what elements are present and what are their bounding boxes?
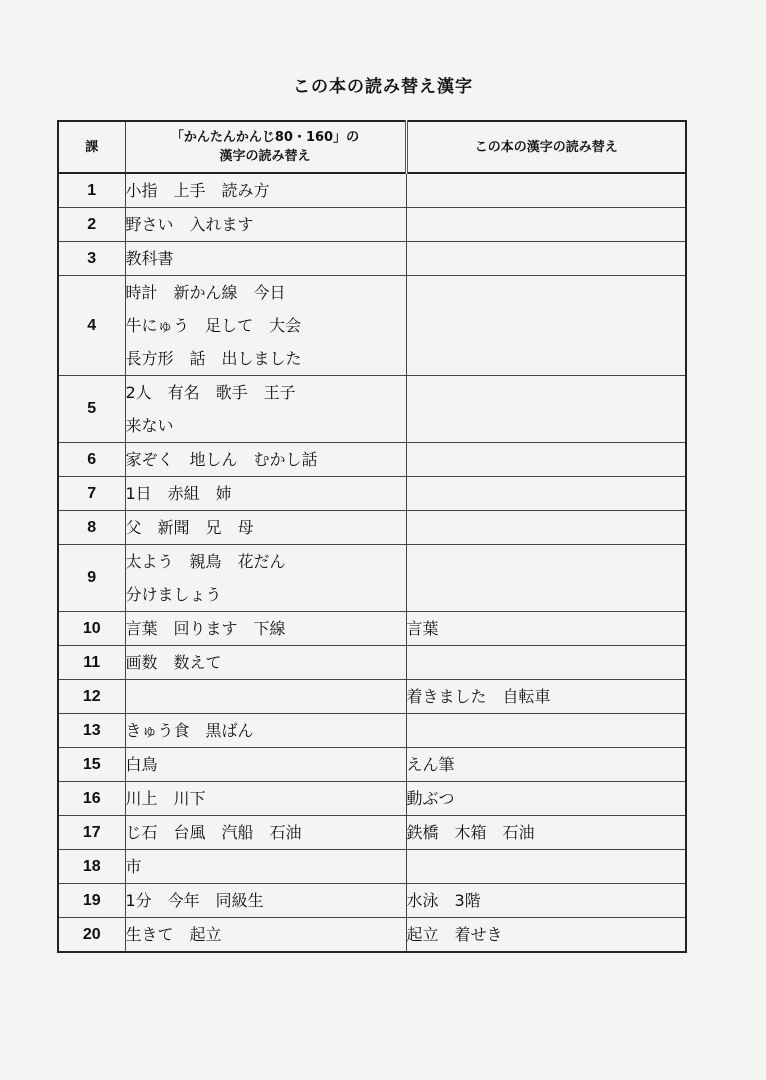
table-row <box>58 884 686 918</box>
table-row <box>58 477 686 511</box>
reading-cell-b <box>406 511 686 545</box>
reading-cell-a <box>125 918 406 953</box>
lesson-number: 12 <box>58 680 125 714</box>
lesson-number: 6 <box>58 443 125 477</box>
reading-line: きゅう食 黒ばん <box>125 721 254 740</box>
lesson-number: 19 <box>58 884 125 918</box>
reading-line: 鉄橋 木箱 石油 <box>406 823 535 842</box>
table-row <box>58 646 686 680</box>
reading-cell-b <box>406 816 686 850</box>
reading-line <box>407 646 686 679</box>
reading-line: 野さい 入れます <box>125 215 254 234</box>
reading-line: 生きて 起立 <box>125 925 222 944</box>
reading-cell-b <box>406 376 686 443</box>
reading-cell-a <box>125 545 406 612</box>
lesson-number: 1 <box>58 173 125 208</box>
lesson-number: 13 <box>58 714 125 748</box>
reading-line <box>407 376 686 409</box>
table-row <box>58 276 686 376</box>
table-row <box>58 850 686 884</box>
reading-cell-b <box>406 545 686 612</box>
reading-line: 教科書 <box>125 249 174 268</box>
table-row <box>58 511 686 545</box>
reading-line: 家ぞく 地しん むかし話 <box>125 450 318 469</box>
reading-cell-a <box>125 816 406 850</box>
table-row <box>58 816 686 850</box>
lesson-number: 18 <box>58 850 125 884</box>
col-b-header: この本の漢字の読み替え <box>406 121 686 173</box>
reading-cell-a <box>125 884 406 918</box>
reading-line <box>407 511 686 544</box>
reading-line: 起立 着せき <box>406 925 503 944</box>
lesson-number: 20 <box>58 918 125 953</box>
reading-cell-a <box>125 646 406 680</box>
table-row <box>58 782 686 816</box>
table-row <box>58 443 686 477</box>
reading-cell-a <box>125 782 406 816</box>
reading-line: 分けましょう <box>125 585 222 604</box>
reading-line <box>407 242 686 275</box>
reading-line: 牛にゅう 足して 大会 <box>125 316 302 335</box>
table-row <box>58 376 686 443</box>
lesson-number: 5 <box>58 376 125 443</box>
col-a-header-line1: 「かんたんかんじ80・160」の <box>170 130 360 145</box>
reading-line <box>407 850 686 883</box>
table-row <box>58 714 686 748</box>
reading-cell-b <box>406 850 686 884</box>
table-row <box>58 918 686 953</box>
lesson-number: 11 <box>58 646 125 680</box>
table-row <box>58 748 686 782</box>
reading-cell-b <box>406 173 686 208</box>
reading-cell-b <box>406 748 686 782</box>
reading-cell-b <box>406 646 686 680</box>
reading-line <box>407 276 686 309</box>
page-title: この本の読み替え漢字 <box>293 77 473 97</box>
reading-line <box>407 477 686 510</box>
reading-line: 太よう 親鳥 花だん <box>125 552 286 571</box>
table-row <box>58 242 686 276</box>
lesson-number: 9 <box>58 545 125 612</box>
reading-line: 着きました 自転車 <box>406 687 551 706</box>
reading-line <box>407 309 686 342</box>
reading-cell-b <box>406 208 686 242</box>
reading-cell-b <box>406 918 686 953</box>
reading-cell-a <box>125 680 406 714</box>
table-row <box>58 545 686 612</box>
lesson-number: 7 <box>58 477 125 511</box>
reading-line <box>407 443 686 476</box>
reading-line: 1日 赤組 姉 <box>125 484 232 503</box>
reading-line: 時計 新かん線 今日 <box>125 283 286 302</box>
reading-cell-a <box>125 511 406 545</box>
reading-cell-b <box>406 884 686 918</box>
reading-line <box>407 578 686 611</box>
lesson-number: 10 <box>58 612 125 646</box>
reading-line: 川上 川下 <box>125 789 206 808</box>
reading-line: 来ない <box>125 416 174 435</box>
reading-cell-b <box>406 612 686 646</box>
reading-line: 動ぶつ <box>406 789 455 808</box>
reading-cell-a <box>125 748 406 782</box>
reading-cell-a <box>125 376 406 443</box>
lesson-number: 2 <box>58 208 125 242</box>
reading-line: 長方形 話 出しました <box>125 349 302 368</box>
reading-line: 1分 今年 同級生 <box>125 891 264 910</box>
reading-line: 言葉 回ります 下線 <box>125 619 286 638</box>
reading-cell-a <box>125 276 406 376</box>
table-row <box>58 173 686 208</box>
reading-cell-b <box>406 443 686 477</box>
reading-line: じ石 台風 汽船 石油 <box>125 823 302 842</box>
reading-cell-a <box>125 714 406 748</box>
reading-line: 市 <box>125 857 142 876</box>
reading-line <box>407 545 686 578</box>
reading-line: 画数 数えて <box>125 653 222 672</box>
kanji-reading-table <box>57 120 687 953</box>
reading-line: えん筆 <box>406 755 455 774</box>
reading-line <box>407 714 686 747</box>
lesson-number: 15 <box>58 748 125 782</box>
reading-line <box>407 342 686 375</box>
reading-cell-a <box>125 242 406 276</box>
table-body <box>58 173 686 952</box>
lesson-number: 4 <box>58 276 125 376</box>
col-a-header <box>125 121 406 173</box>
header-row <box>58 121 686 173</box>
reading-cell-b <box>406 782 686 816</box>
reading-cell-b <box>406 477 686 511</box>
reading-line <box>407 174 686 207</box>
reading-cell-b <box>406 276 686 376</box>
reading-cell-a <box>125 208 406 242</box>
col-a-header-line2: 漢字の読み替え <box>219 149 311 164</box>
lesson-number: 16 <box>58 782 125 816</box>
reading-line: 白鳥 <box>125 755 158 774</box>
reading-line: 水泳 3階 <box>406 891 481 910</box>
reading-line <box>407 208 686 241</box>
reading-line: 小指 上手 読み方 <box>125 181 270 200</box>
reading-cell-a <box>125 477 406 511</box>
lesson-number: 3 <box>58 242 125 276</box>
reading-cell-b <box>406 680 686 714</box>
reading-cell-b <box>406 714 686 748</box>
table-row <box>58 208 686 242</box>
reading-line: 父 新聞 兄 母 <box>125 518 254 537</box>
lesson-header: 課 <box>58 121 125 173</box>
reading-line <box>407 409 686 442</box>
reading-cell-a <box>125 443 406 477</box>
reading-line <box>126 680 406 713</box>
reading-line: 2人 有名 歌手 王子 <box>125 383 296 402</box>
table-row <box>58 680 686 714</box>
reading-line: 言葉 <box>406 619 439 638</box>
table-row <box>58 612 686 646</box>
reading-cell-a <box>125 850 406 884</box>
reading-cell-a <box>125 612 406 646</box>
lesson-number: 8 <box>58 511 125 545</box>
reading-cell-a <box>125 173 406 208</box>
reading-cell-b <box>406 242 686 276</box>
lesson-number: 17 <box>58 816 125 850</box>
